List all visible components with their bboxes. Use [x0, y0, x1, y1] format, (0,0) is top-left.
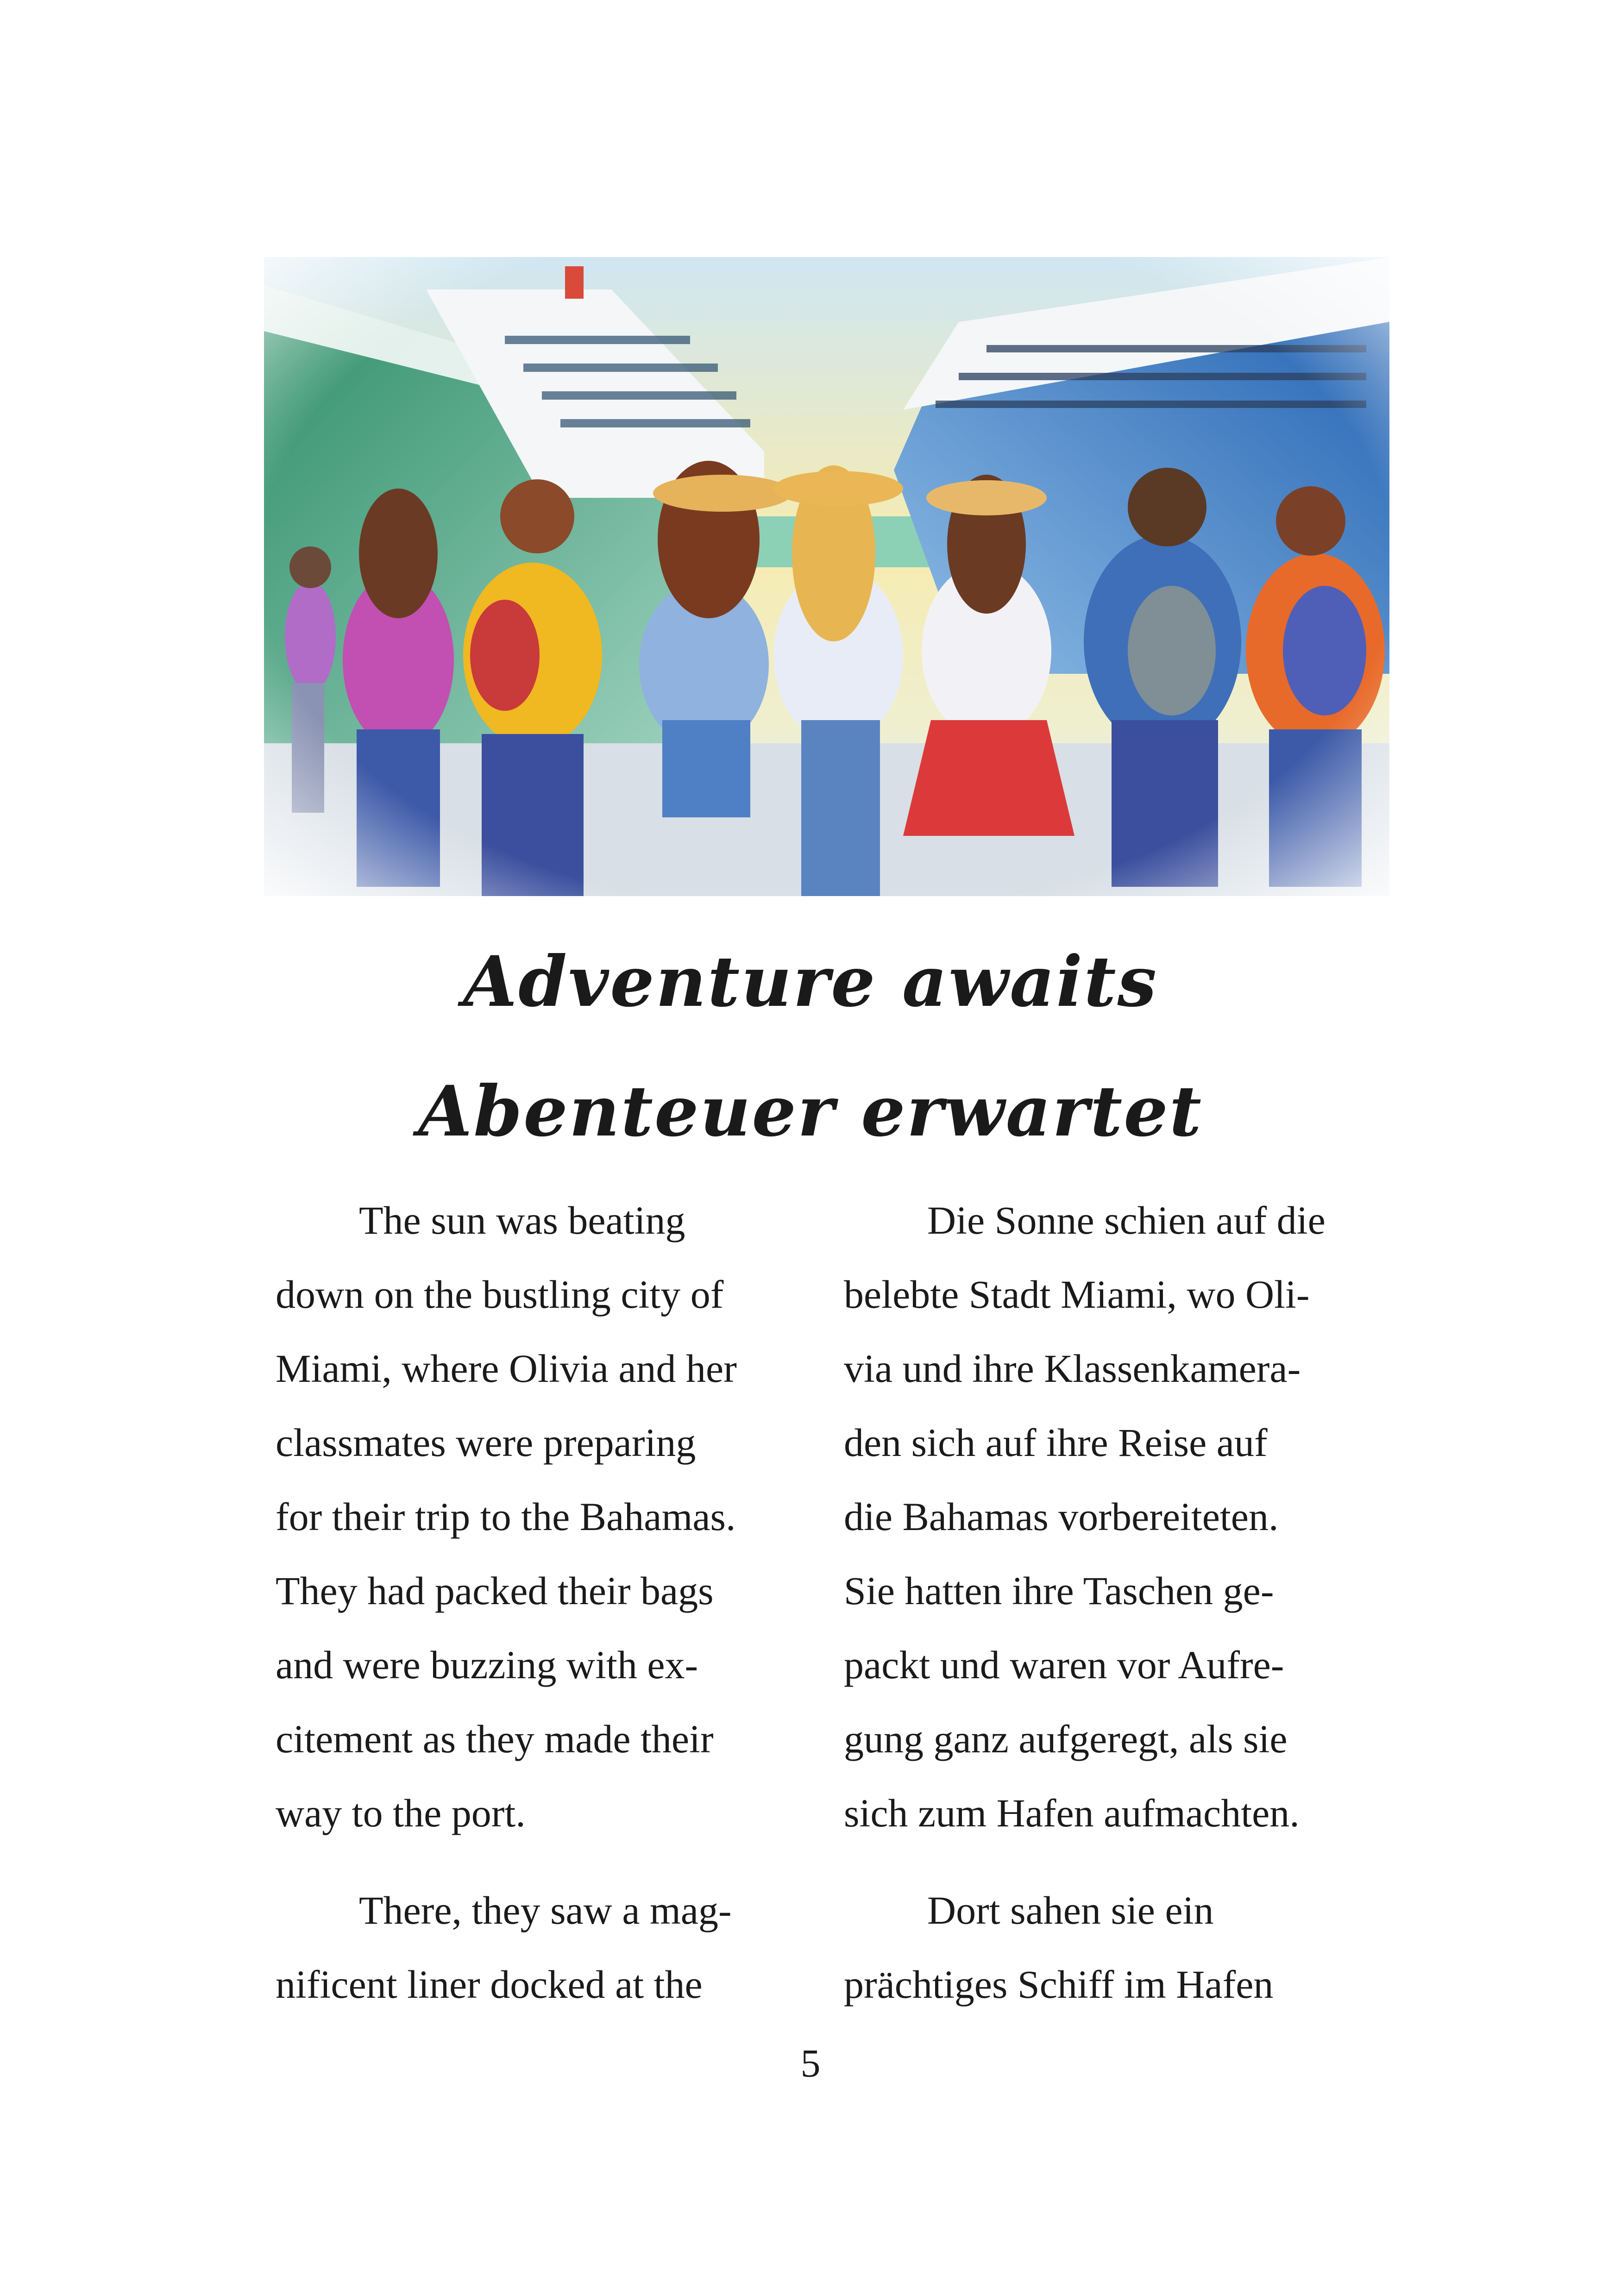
paragraph-gap — [844, 1850, 1390, 1873]
text-line: gung ganz aufgeregt, als sie — [844, 1717, 1288, 1761]
text-line: die Bahamas vorbereiteten. — [844, 1494, 1279, 1539]
text-line: Die Sonne schien auf die — [927, 1198, 1326, 1242]
text-line: via und ihre Klassenkamera- — [844, 1346, 1301, 1391]
cover-illustration — [264, 257, 1389, 896]
text-line: citement as they made their — [276, 1717, 714, 1761]
text-line: sich zum Hafen aufmachten. — [844, 1791, 1300, 1835]
text-line: down on the bustling city of — [276, 1272, 724, 1317]
text-line: Miami, where Olivia and her — [276, 1346, 737, 1391]
text-line: for their trip to the Bahamas. — [276, 1494, 736, 1539]
text-line: belebte Stadt Miami, wo Oli- — [844, 1272, 1310, 1317]
text-line: The sun was beating — [359, 1198, 685, 1242]
text-line: and were buzzing with ex- — [276, 1643, 698, 1687]
paragraph-gap — [276, 1850, 822, 1873]
text-line: They had packed their bags — [276, 1568, 714, 1613]
text-line: nificent liner docked at the — [276, 1962, 703, 2007]
title-english: Adventure awaits — [463, 941, 1158, 1023]
text-line: way to the port. — [276, 1791, 526, 1835]
text-line: packt und waren vor Aufre- — [844, 1643, 1284, 1687]
text-line: classmates were preparing — [276, 1420, 696, 1465]
german-text-column — [844, 1183, 1390, 2021]
text-line: Sie hatten ihre Taschen ge- — [844, 1568, 1274, 1613]
english-text-column — [276, 1183, 822, 2021]
page-number: 5 — [800, 2041, 821, 2085]
text-line: There, they saw a mag- — [359, 1888, 732, 1932]
text-line: Dort sahen sie ein — [927, 1888, 1214, 1932]
title-german: Abenteuer erwartet — [418, 1071, 1203, 1152]
text-line: prächtiges Schiff im Hafen — [844, 1962, 1274, 2007]
text-line: den sich auf ihre Reise auf — [844, 1420, 1268, 1465]
